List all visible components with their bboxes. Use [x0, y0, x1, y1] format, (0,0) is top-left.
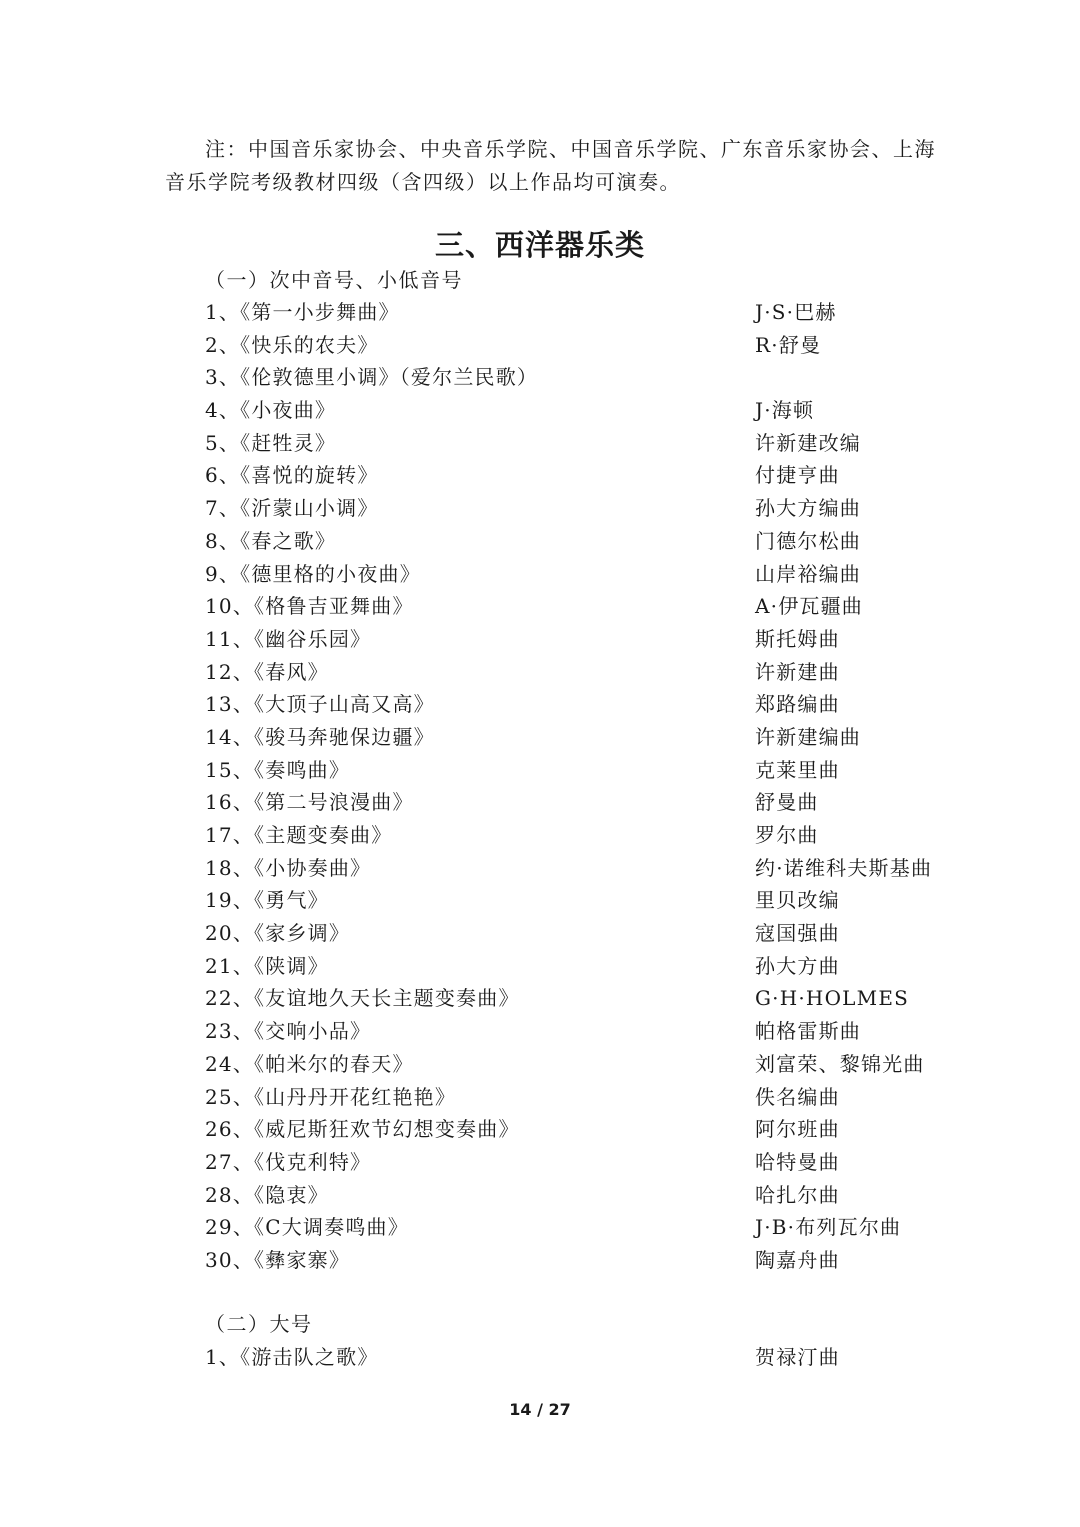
- piece-composer: 哈特曼曲: [755, 1149, 840, 1174]
- list-item: [0, 1341, 1080, 1374]
- piece-title: 15、《奏鸣曲》: [205, 757, 351, 782]
- piece-title: 14、《骏马奔驰保边疆》: [205, 724, 435, 749]
- piece-title: 8、《春之歌》: [205, 528, 337, 553]
- piece-composer: 贺禄汀曲: [755, 1345, 840, 1369]
- piece-composer: 许新建编曲: [755, 724, 861, 749]
- list-item: [0, 1179, 1080, 1212]
- section-title: 三、西洋器乐类: [434, 228, 645, 262]
- piece-title: 16、《第二号浪漫曲》: [205, 790, 414, 815]
- list-item: [0, 786, 1080, 819]
- piece-composer: 哈扎尔曲: [755, 1182, 840, 1207]
- piece-composer: 克莱里曲: [755, 757, 840, 782]
- list-item: [0, 1244, 1080, 1277]
- piece-composer: 阿尔班曲: [755, 1117, 840, 1142]
- list-item: [0, 852, 1080, 885]
- piece-title: 27、《伐克利特》: [205, 1149, 372, 1174]
- list-item: [0, 590, 1080, 623]
- piece-title: 1、《游击队之歌》: [205, 1345, 379, 1369]
- piece-composer: 许新建曲: [755, 659, 840, 684]
- piece-composer: J·B·布列瓦尔曲: [755, 1215, 902, 1240]
- piece-composer: 斯托姆曲: [755, 626, 840, 651]
- piece-composer: 帕格雷斯曲: [755, 1019, 861, 1044]
- piece-composer: G·H·HOLMES: [755, 986, 910, 1011]
- piece-title: 28、《隐衷》: [205, 1182, 329, 1207]
- piece-title: 24、《帕米尔的春天》: [205, 1051, 414, 1076]
- euphonium-piece-list: [0, 296, 1080, 1277]
- piece-title: 11、《幽谷乐园》: [205, 626, 372, 651]
- list-item: [0, 721, 1080, 754]
- piece-composer: 佚名编曲: [755, 1084, 840, 1109]
- piece-title: 6、《喜悦的旋转》: [205, 463, 379, 488]
- piece-title: 25、《山丹丹开花红艳艳》: [205, 1084, 457, 1109]
- list-item: [0, 361, 1080, 394]
- piece-title: 13、《大顶子山高又高》: [205, 692, 435, 717]
- subsection-heading-euphonium: （一）次中音号、小低音号: [205, 268, 463, 292]
- list-item: [0, 296, 1080, 329]
- piece-title: 3、《伦敦德里小调》（爱尔兰民歌）: [205, 365, 539, 390]
- piece-title: 23、《交响小品》: [205, 1019, 372, 1044]
- piece-title: 26、《威尼斯狂欢节幻想变奏曲》: [205, 1117, 520, 1142]
- list-item: [0, 917, 1080, 950]
- piece-composer: 约·诺维科夫斯基曲: [755, 855, 933, 880]
- piece-title: 1、《第一小步舞曲》: [205, 300, 400, 324]
- list-item: [0, 1146, 1080, 1179]
- note-paragraph: 注：中国音乐家协会、中央音乐学院、中国音乐学院、广东音乐家协会、上海音乐学院考级教材四级（含四级）以上作品均可演奏。: [165, 137, 936, 194]
- tuba-piece-list: [0, 1341, 1080, 1374]
- piece-composer: 罗尔曲: [755, 823, 819, 847]
- piece-composer: 付捷亨曲: [755, 463, 840, 488]
- list-item: [0, 329, 1080, 362]
- piece-composer: 孙大方编曲: [755, 496, 861, 521]
- piece-composer: A·伊瓦疆曲: [755, 594, 864, 619]
- page-number: 14 / 27: [509, 1400, 571, 1419]
- list-item: [0, 656, 1080, 689]
- piece-composer: 郑路编曲: [755, 692, 840, 717]
- piece-title: 4、《小夜曲》: [205, 398, 337, 423]
- piece-composer: J·S·巴赫: [755, 300, 837, 324]
- list-item: [0, 884, 1080, 917]
- piece-title: 18、《小协奏曲》: [205, 855, 372, 880]
- piece-title: 20、《家乡调》: [205, 921, 351, 946]
- list-item: [0, 558, 1080, 591]
- piece-composer: J·海顿: [755, 398, 815, 423]
- list-item: [0, 427, 1080, 460]
- list-item: [0, 1211, 1080, 1244]
- piece-title: 2、《快乐的农夫》: [205, 332, 379, 357]
- list-item: [0, 623, 1080, 656]
- piece-composer: R·舒曼: [755, 332, 822, 357]
- list-item: [0, 754, 1080, 787]
- piece-title: 10、《格鲁吉亚舞曲》: [205, 594, 414, 619]
- piece-composer: 舒曼曲: [755, 790, 819, 815]
- list-item: [0, 394, 1080, 427]
- piece-composer: 刘富荣、黎锦光曲: [755, 1051, 925, 1076]
- list-item: [0, 1015, 1080, 1048]
- piece-composer: 里贝改编: [755, 888, 840, 913]
- list-item: [0, 688, 1080, 721]
- list-item: [0, 525, 1080, 558]
- piece-title: 9、《德里格的小夜曲》: [205, 561, 421, 586]
- piece-composer: 许新建改编: [755, 430, 861, 455]
- piece-composer: 山岸裕编曲: [755, 561, 861, 586]
- list-item: [0, 1113, 1080, 1146]
- piece-title: 21、《陕调》: [205, 953, 329, 978]
- piece-composer: 寇国强曲: [755, 921, 840, 946]
- list-item: [0, 1081, 1080, 1114]
- piece-title: 5、《赶牲灵》: [205, 430, 337, 455]
- subsection-heading-tuba: （二）大号: [205, 1312, 313, 1336]
- list-item: [0, 982, 1080, 1015]
- piece-title: 12、《春风》: [205, 659, 329, 684]
- list-item: [0, 819, 1080, 852]
- piece-title: 30、《彝家寨》: [205, 1247, 351, 1272]
- piece-title: 7、《沂蒙山小调》: [205, 496, 379, 521]
- piece-title: 22、《友谊地久天长主题变奏曲》: [205, 986, 520, 1011]
- list-item: [0, 492, 1080, 525]
- piece-title: 29、《C大调奏鸣曲》: [205, 1215, 409, 1240]
- piece-title: 19、《勇气》: [205, 888, 329, 913]
- piece-composer: 门德尔松曲: [755, 528, 861, 553]
- list-item: [0, 1048, 1080, 1081]
- list-item: [0, 950, 1080, 983]
- piece-composer: 孙大方曲: [755, 953, 840, 978]
- piece-title: 17、《主题变奏曲》: [205, 823, 393, 847]
- piece-composer: 陶嘉舟曲: [755, 1247, 840, 1272]
- list-item: [0, 459, 1080, 492]
